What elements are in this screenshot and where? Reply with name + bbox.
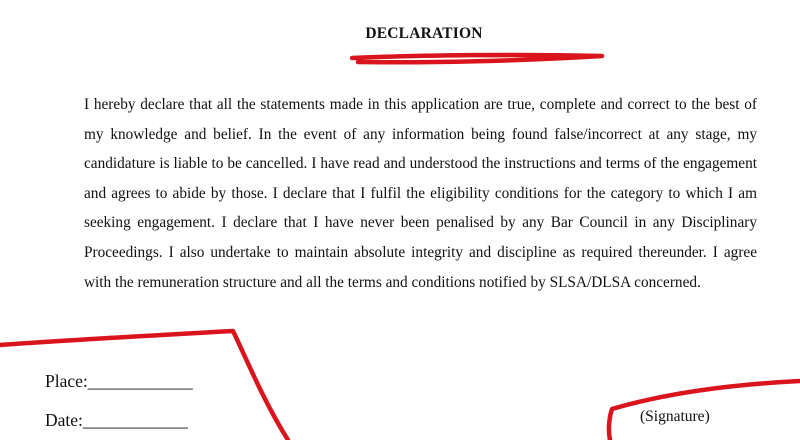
declaration-title: DECLARATION [365, 25, 483, 42]
title-underline-mark [352, 55, 602, 62]
signature-label: (Signature) [640, 408, 710, 425]
place-field: Place:____________ [45, 371, 193, 391]
date-field: Date:____________ [45, 410, 188, 430]
declaration-body: I hereby declare that all the statements made in this application are true, complete and correct to the best of my knowledge and belief. In the event of any information being found false/incorrect at any stage, my candidature is liable to be cancelled. I have read and understood the instructions and terms of the engagement and agrees to abide by those. I declare that I fulfil the eligibility conditions for the category to which I am seeking engagement. I declare that I have never been penalised by any Bar Council in any Disciplinary Proceedings. I also undertake to maintain absolute integrity and discipline as required thereunder. I agree with the remuneration structure and all the terms and conditions notified by SLSA/DLSA concerned. [84, 96, 757, 291]
